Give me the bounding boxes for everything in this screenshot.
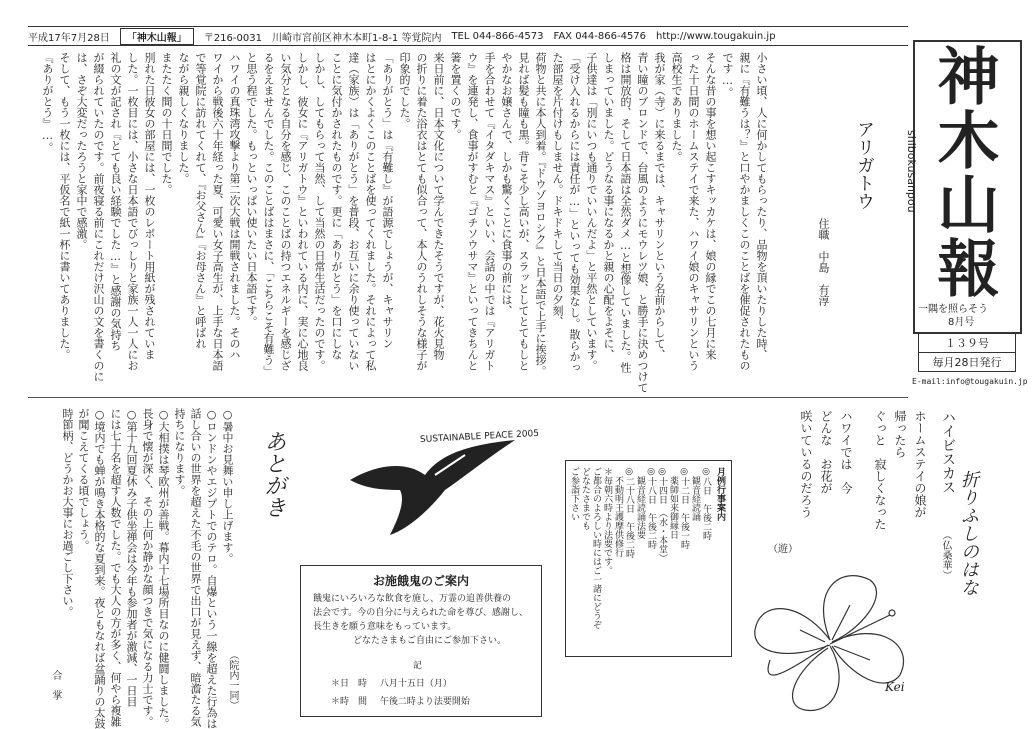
- article-line: 別れた日彼女の部屋には、一枚のレポート用紙が残されていま: [143, 52, 156, 360]
- article-line: はとにかくよくこのことばを使ってくれました。それによって私: [364, 52, 377, 371]
- article-line: 子供達は「別にいつも通りでいいんだよ」と平然としています。: [585, 52, 598, 371]
- article-line: た部屋を片付けもしません。ドキドキして当日の夕刻、: [551, 52, 564, 327]
- header-tel: TEL 044-866-4573: [451, 30, 544, 42]
- masthead-motto: 一隅を照らそう: [918, 304, 988, 315]
- article-line: 荷物と共に本人到着。『ドウゾヨロシク』と日本語で上手に挨拶。: [534, 52, 547, 377]
- issue-number: １３９号: [919, 334, 1015, 353]
- atogaki-line: ○第十九回夏休み子供坐禅会は今年も参加者が激減、一日目: [125, 408, 138, 707]
- header-date: 平成17年7月28日: [28, 32, 110, 44]
- article-title: アリガトウ: [854, 120, 875, 210]
- segaki-time-value: 午後二時より法要開始: [379, 697, 470, 707]
- article-line: そんな昔の事を想い起こすキッカケは、娘の縁でこの七月に来: [704, 52, 717, 360]
- hibiscus-credit: （仏桑華）: [940, 530, 951, 580]
- header-bar: [28, 26, 908, 46]
- article-line: 達（家族）は「ありがとう」を普段、お互いに余り使っていない: [347, 52, 360, 371]
- article-line: 青い瞳のブロンドで、台風のようにモウレツ娘、と勝手に決めつけて: [636, 52, 649, 393]
- segaki-ki: 記: [413, 661, 423, 671]
- article-line: ことに気付かされたものです。更に「ありがとう」を口にしな: [330, 52, 343, 360]
- events-title: 月例行事案内: [715, 467, 725, 521]
- events-box: [565, 460, 732, 657]
- article-line: ワイから戦後六十年経った夏、可愛い女子高生が、上手な日本語: [211, 52, 224, 371]
- article-line: は、さぞ大変だったろうと家中で感激。: [75, 52, 88, 250]
- atogaki-line: には七十名を超す人数でした。でも大人の方が多く、何やら複雑: [109, 408, 122, 727]
- hibiscus-line: ぐっと 寂しくなった: [873, 410, 887, 530]
- contact-email[interactable]: E-mail:info@tougakuin.jp: [912, 377, 1028, 386]
- segaki-line: 餓鬼にいろいろな飲食を施し、万霊の追善供養の: [313, 594, 512, 604]
- article-line: 手を合わせて『イタダキマス』といい、会話の中では『アリガト: [483, 52, 496, 371]
- segaki-line: どなたさまもご自由にご参加下さい。: [353, 636, 507, 646]
- header-postal: 〒216-0031: [203, 32, 262, 44]
- article-line: 小さい頃、人に何かしてもらったり、品物を頂いたりした時、: [755, 52, 768, 360]
- atogaki-author: （院内一同）: [227, 650, 238, 710]
- article-line: 「受け入れるからには責任が…」といっても効果なし。散らかっ: [568, 52, 581, 373]
- header-paper-name: 「神木山報」: [120, 28, 194, 45]
- header-url[interactable]: http://www.tougakuin.jp: [656, 30, 776, 42]
- article-line: 印象的でした。: [398, 52, 411, 129]
- segaki-title: お施餓鬼のご案内: [372, 574, 469, 588]
- illustrator-sign: Kei: [885, 680, 905, 694]
- masthead-roman: shibokusanpou: [905, 130, 918, 213]
- event-line: 観音経読誦: [690, 467, 700, 521]
- article-author: 住職 中島 有淳: [817, 218, 830, 306]
- event-line: ご都合のよろしい時にはご一諸にどうぞ: [591, 467, 601, 629]
- event-line: ご参詣下さい: [569, 467, 579, 521]
- masthead-month: 8月号: [948, 317, 975, 328]
- article-line: またたく間の十日間でした。: [160, 52, 173, 195]
- event-line: ◎十八日 午後二時: [646, 467, 656, 549]
- article-line: った十日間のホームステイで来た、ハワイ娘のキャサリンという: [687, 52, 700, 371]
- atogaki-line: ○ロンドンやエジプトでのテロ。自爆という一線を超えた行為は: [205, 408, 218, 729]
- segaki-notice: [300, 565, 542, 717]
- article-line: 格は開放的、そして日本語は全然ダメ…と想像していました。性: [619, 52, 632, 373]
- article-line: 高校生でありました。: [670, 52, 683, 162]
- event-line: 不動明王護摩供修行: [613, 467, 623, 557]
- article-line: い気分となる自分を感じ、このことばの持つエネルギーを感じざ: [279, 52, 292, 371]
- atogaki-line: 長身で懐が深く、その上何か静かな顔つきで気になる力士です。: [141, 408, 154, 727]
- event-line: ◎十二日 午後一時: [679, 467, 689, 549]
- atogaki-body: [40, 408, 245, 729]
- article-line: やかなお嬢さんで、しかも驚くことに食事の前には、: [500, 52, 513, 316]
- article-line: が綴られていたのです。前夜寝る前にこれだけ沢山の文を書くのに: [92, 52, 105, 382]
- segaki-date: [331, 676, 452, 689]
- event-line: ◎二十八日 午後二時: [624, 467, 634, 558]
- atogaki-line: 話し合いの世界を超えた不毛の世界で出口が見えず、暗澹たる気: [189, 408, 202, 727]
- atogaki-title: あとがき: [261, 430, 286, 518]
- hibiscus-illustration: [740, 560, 920, 720]
- header-address: 川崎市宮前区神木本町1-8-1 等覚院内: [271, 32, 442, 44]
- event-line: ◎十四日 （水・本堂）: [657, 467, 667, 563]
- hibiscus-sign: （遊）: [768, 544, 798, 555]
- segaki-date-value: 八月十五日（月）: [379, 679, 452, 689]
- hibiscus-line: 咲いているのだろう: [799, 410, 813, 518]
- article-line: るをえませんでした。このことばはまさに、「こちらこそ有難う」: [262, 52, 275, 377]
- section-divider: [28, 397, 908, 398]
- article-line: しかし、してもらって当然、して当然の日常生活だったのです。: [313, 52, 326, 371]
- article-line: 箸を置くのです。: [449, 52, 462, 140]
- atogaki-line: が聞こえてくる頃でしょう。: [77, 408, 90, 551]
- segaki-time: [331, 694, 470, 707]
- atogaki-line: 持ちになります。: [173, 408, 186, 496]
- article-body: [30, 52, 830, 393]
- article-line: した。一枚目には、小さな日本語でびっしりと家族一人一人にお: [126, 52, 139, 371]
- masthead-title: 神木山報: [927, 44, 1000, 300]
- atogaki-closing: 合 掌: [50, 670, 61, 700]
- event-line: どなたさまでも: [580, 467, 590, 530]
- issue-box: [918, 333, 1016, 372]
- article-line: 礼の文が記され『とても良い経験でした…』と感謝の気持ち: [109, 52, 122, 351]
- article-line: 親に『有難うは？』と口やかましくこのことばを催促されたもの: [738, 52, 751, 371]
- article-line: しかし、彼女に『アリガトウ』といわれている内に、実に心地良: [296, 52, 309, 371]
- hibiscus-line: どんな お花が: [819, 410, 833, 494]
- hibiscus-title: ハイビスカス: [940, 410, 956, 494]
- article-line: ハワイの真珠湾攻撃より第二次大戦は開戦されました。そのハ: [228, 52, 241, 360]
- event-line: ◎八日 午後二時: [701, 467, 711, 540]
- article-line: ながら親しくなりました。: [177, 52, 190, 184]
- article-line: 「ありがとう」は『有難し』が語源でしょうが、キャサリン: [381, 52, 394, 349]
- atogaki-line: ○暑中お見舞い申し上げます。: [221, 408, 234, 564]
- article-line: です…。: [721, 52, 734, 98]
- segaki-line: 法会です。今の自分に与えられた命を尊び、感謝し、: [313, 608, 528, 618]
- event-line: 薬師如来御縁日: [668, 467, 678, 539]
- atogaki-line: 時節柄、どうかお大事にお過ごし下さい。: [61, 408, 74, 617]
- event-line: ＊毎朝六時より法要です。: [602, 467, 612, 575]
- article-line: そして、もう一枚には、平仮名で紙一杯に書いてありました。: [58, 52, 71, 360]
- oriyomi-heading: 折りふしのはな: [958, 470, 979, 596]
- article-line: ウ』を連発し、食事がすむと『ゴチソウサマ』といってきちんと: [466, 52, 479, 371]
- article-line: の折りに着た浴衣はとても似合って、本人のうれしそうな様子が: [415, 52, 428, 371]
- hibiscus-line: ハワイでは 今: [839, 410, 853, 494]
- issue-date: 毎月28日発行: [932, 356, 1002, 369]
- header-fax: FAX 044-866-4576: [553, 30, 647, 42]
- segaki-time-label: ＊時 間: [331, 697, 368, 707]
- atogaki-line: ○大相撲は琴欧州が善戦。幕内十七場所目なのに健闘しました。: [157, 408, 170, 729]
- article-line: 我が家（寺）に来るまでは、キャサリンという名前からして、: [653, 52, 666, 360]
- hibiscus-line: ホームステイの娘が: [913, 410, 927, 518]
- article-line: で等覚院に訪れてくれて、『お父さん』『お母さん』と呼ばれ: [194, 52, 207, 349]
- article-line: しまっていました。どうなる事になるかと親の心配をよそに、: [602, 52, 615, 360]
- atogaki-line: ○境内でも蝉が鳴き本格的な夏到来。夜ともなれば盆踊りの太鼓: [93, 408, 106, 729]
- segaki-date-label: ＊日 時: [331, 679, 368, 689]
- article-line: と思う程でした。もっといっぱい使いたい日本語です。: [245, 52, 258, 327]
- hibiscus-line: 帰ったら: [893, 410, 907, 458]
- segaki-body: [313, 592, 533, 648]
- article-line: 『ありがとう』…。: [41, 52, 54, 153]
- article-line: 見れば髪も瞳も黒。背こそ少し高いが、スラッとしてとてもしと: [517, 52, 530, 371]
- event-line: 観音経読誦法要: [635, 467, 645, 539]
- segaki-line: 長生きを願う意味をもっています。: [313, 622, 457, 632]
- peace-caption: SUSTAINABLE PEACE 2005: [419, 428, 540, 446]
- article-line: 来日前に、日本文化について学んできたそうですが、花火見物: [432, 52, 445, 360]
